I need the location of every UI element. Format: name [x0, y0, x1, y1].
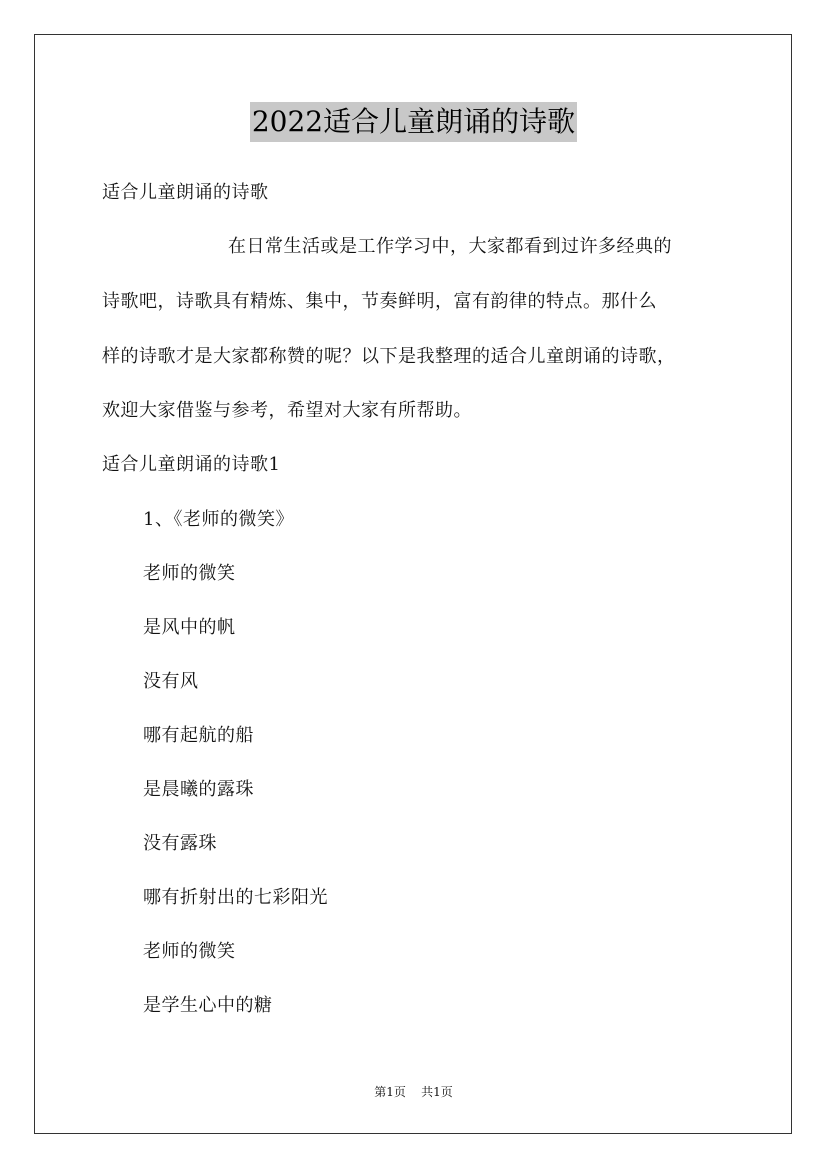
- poem-line: 老师的微笑: [143, 563, 236, 584]
- intro-line-1: 在日常生活或是工作学习中，大家都看到过许多经典的: [228, 236, 672, 257]
- poem-line: 哪有折射出的七彩阳光: [143, 887, 328, 908]
- poem-title: 1、《老师的微笑》: [143, 509, 294, 530]
- page-total: 共1页: [421, 1085, 453, 1099]
- poem-line: 老师的微笑: [143, 941, 236, 962]
- intro-line-2: 诗歌吧，诗歌具有精炼、集中，节奏鲜明，富有韵律的特点。那什么: [102, 291, 657, 312]
- poem-line: 是晨曦的露珠: [143, 779, 254, 800]
- section-heading: 适合儿童朗诵的诗歌1: [102, 454, 281, 475]
- poem-line: 没有风: [143, 671, 199, 692]
- page-footer: [0, 1083, 827, 1101]
- poem-line: 是学生心中的糖: [143, 995, 273, 1016]
- poem-line: 没有露珠: [143, 833, 217, 854]
- intro-line-3: 样的诗歌才是大家都称赞的呢？以下是我整理的适合儿童朗诵的诗歌，: [102, 346, 676, 367]
- poem-line: 哪有起航的船: [143, 725, 254, 746]
- document-title: 2022适合儿童朗诵的诗歌: [250, 102, 577, 142]
- title-container: [0, 102, 827, 142]
- poem-line: 是风中的帆: [143, 617, 236, 638]
- document-subtitle: 适合儿童朗诵的诗歌: [102, 182, 269, 203]
- footer-spacer: [410, 1085, 418, 1099]
- page-number: 第1页: [374, 1085, 406, 1099]
- intro-line-4: 欢迎大家借鉴与参考，希望对大家有所帮助。: [102, 400, 472, 421]
